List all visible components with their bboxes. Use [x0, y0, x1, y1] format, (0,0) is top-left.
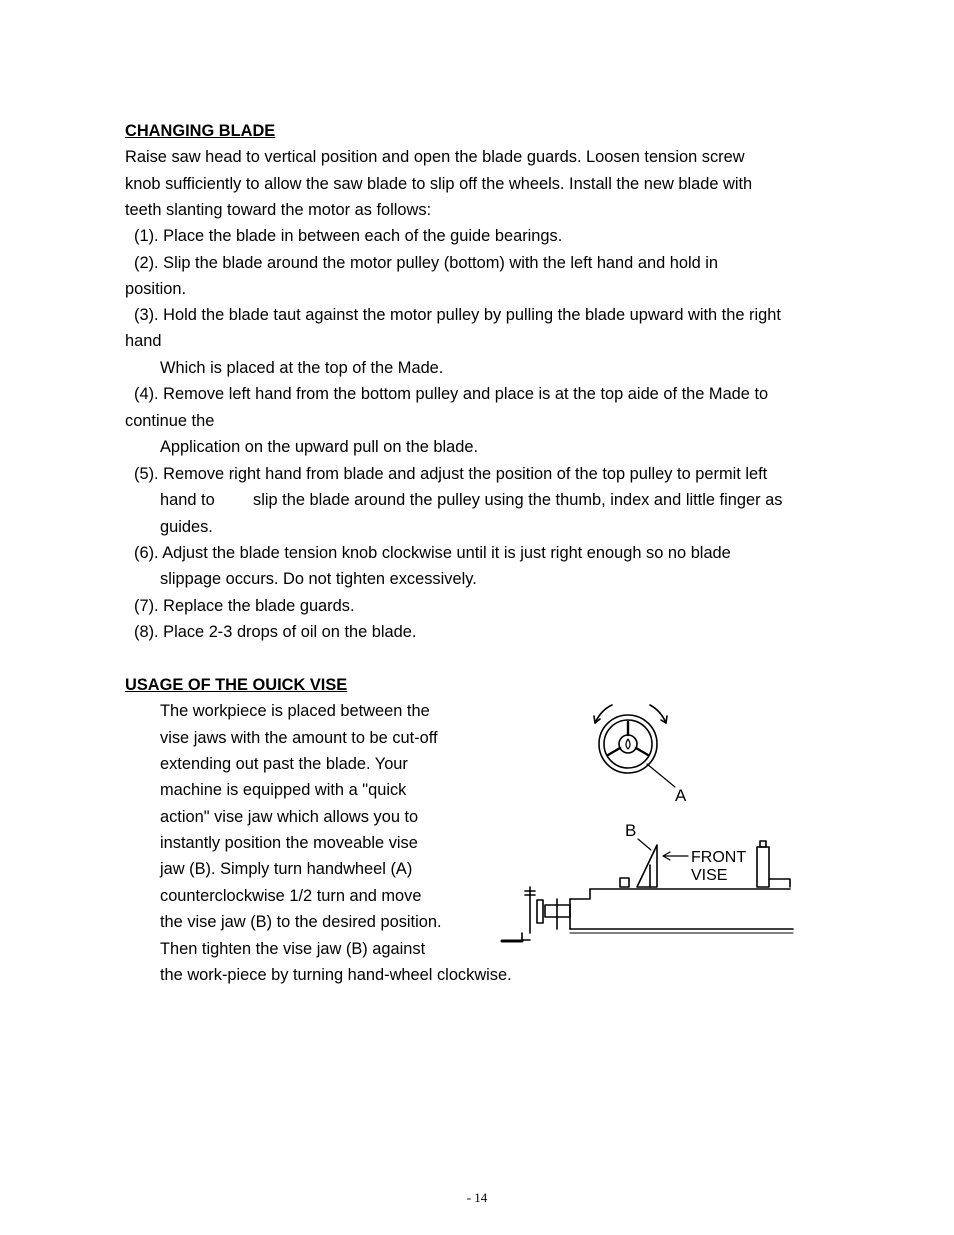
paragraph-line: the vise jaw (B) to the desired position. [160, 913, 442, 931]
step-4-continued: continue the [125, 412, 215, 430]
step-7: (7). Replace the blade guards. [134, 597, 355, 615]
step-2-continued: position. [125, 280, 187, 298]
paragraph-line: counterclockwise 1/2 turn and move [160, 887, 422, 905]
paragraph-line: the work-piece by turning hand-wheel clockwise. [160, 966, 512, 984]
step-5-continued: hand to [160, 491, 215, 509]
paragraph-line: extending out past the blade. Your [160, 755, 408, 773]
paragraph-line: The workpiece is placed between the [160, 702, 430, 720]
paragraph-line: machine is equipped with a "quick [160, 781, 407, 799]
step-4-continued: Application on the upward pull on the blade. [160, 438, 479, 456]
step-3: (3). Hold the blade taut against the motor pulley by pulling the blade upward with the right [134, 306, 781, 324]
label-front: FRONT [691, 849, 747, 866]
step-3-continued: Which is placed at the top of the Made. [160, 359, 444, 377]
vise-side-view-illustration [502, 841, 793, 941]
quick-vise-diagram [495, 695, 815, 965]
paragraph-line: knob sufficiently to allow the saw blade to slip off the wheels. Install the new blade with [125, 175, 753, 193]
section-heading-quick-vise: USAGE OF THE OUICK VISE [125, 676, 348, 694]
step-3-continued: hand [125, 332, 162, 350]
paragraph-line: Then tighten the vise jaw (B) against [160, 940, 426, 958]
paragraph-line: vise jaws with the amount to be cut-off [160, 729, 438, 747]
step-6: (6). Adjust the blade tension knob clockwise until it is just right enough so no blade [134, 544, 731, 562]
label-vise: VISE [691, 867, 728, 884]
paragraph-line: action" vise jaw which allows you to [160, 808, 419, 826]
page-number: - 14 [466, 1190, 488, 1205]
label-a: A [675, 786, 687, 805]
handwheel-illustration [594, 705, 675, 787]
paragraph-line: teeth slanting toward the motor as follows: [125, 201, 432, 219]
section-heading-changing-blade: CHANGING BLADE [125, 122, 276, 140]
label-b: B [625, 821, 637, 840]
step-8: (8). Place 2-3 drops of oil on the blade. [134, 623, 417, 641]
paragraph-line: instantly position the moveable vise [160, 834, 418, 852]
step-5-continued: guides. [160, 518, 213, 536]
step-6-continued: slippage occurs. Do not tighten excessively. [160, 570, 477, 588]
step-1: (1). Place the blade in between each of the guide bearings. [134, 227, 563, 245]
paragraph-line: jaw (B). Simply turn handwheel (A) [160, 860, 413, 878]
paragraph-line: Raise saw head to vertical position and open the blade guards. Loosen tension screw [125, 148, 745, 166]
step-5-continued: slip the blade around the pulley using the thumb, index and little finger as [253, 491, 783, 509]
step-2: (2). Slip the blade around the motor pulley (bottom) with the left hand and hold in [134, 254, 719, 272]
step-5: (5). Remove right hand from blade and adjust the position of the top pulley to permit left [134, 465, 768, 483]
step-4: (4). Remove left hand from the bottom pulley and place is at the top aide of the Made to [134, 385, 769, 403]
